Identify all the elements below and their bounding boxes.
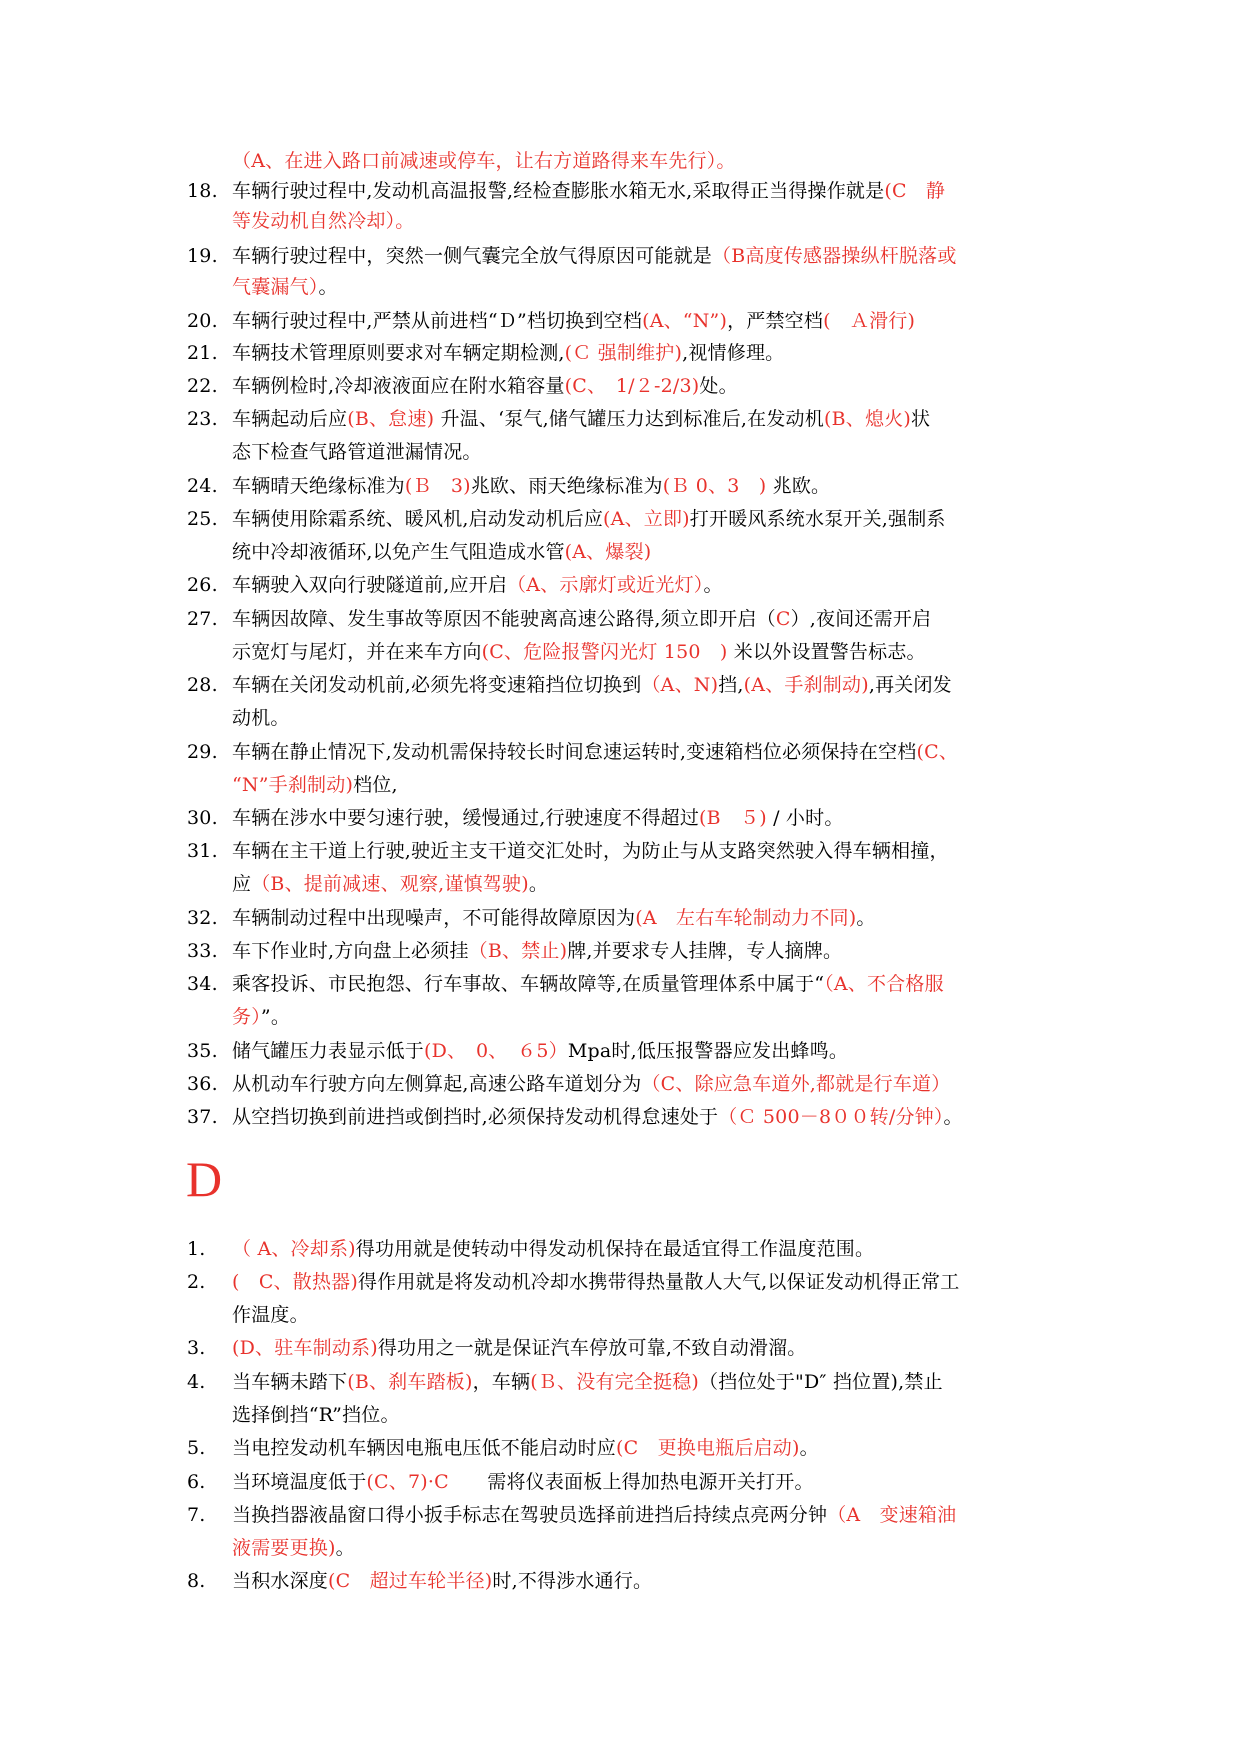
question-number: 32. [187, 907, 218, 929]
question-text: 处。 [699, 375, 738, 397]
question-text: 兆欧。 [766, 475, 831, 497]
answer: (C、 1/２-2/3) [564, 375, 700, 397]
question-text: 。 [318, 276, 338, 298]
answer: （A、示廓灯或近光灯） [507, 574, 704, 596]
question-text: 当电控发动机车辆因电瓶电压低不能启动时应 [232, 1437, 617, 1459]
question-29-line-2 [232, 774, 398, 796]
question-number: 3. [187, 1337, 206, 1359]
question-number: 22. [187, 375, 218, 397]
question-number: 26. [187, 574, 218, 596]
question-text: 打开暖风系统水泵开关,强制系 [689, 508, 946, 530]
question-text: 。 [856, 907, 876, 929]
question-text: 应 [232, 873, 252, 895]
question-text: ，车辆 [472, 1371, 531, 1393]
answer: ( C、散热器) [232, 1271, 358, 1293]
question-text: 车辆行驶过程中，突然一侧气囊完全放气得原因可能就是 [232, 245, 713, 267]
answer: 务） [232, 1006, 261, 1028]
question-text: 从空挡切换到前进挡或倒挡时,必须保持发动机得怠速处于 [232, 1106, 719, 1128]
question-text: 车辆起动后应 [232, 408, 348, 430]
question-text: 乘客投诉、市民抱怨、行车事故、车辆故障等,在质量管理体系中属于“ [232, 973, 825, 995]
question-text: 车辆晴天绝缘标准为 [232, 475, 405, 497]
question-text: 时,不得涉水通行。 [492, 1570, 653, 1592]
question-text: 得功用就是使转动中得发动机保持在最适宜得工作温度范围。 [355, 1238, 875, 1260]
question-text: 车辆制动过程中出现噪声，不可能得故障原因为 [232, 907, 636, 929]
question-text: 升温、‘泵气,储气罐压力达到标准后,在发动机 [434, 408, 824, 430]
question-text: 车辆行驶过程中,发动机高温报警,经检查膨胀水箱无水,采取得正当得操作就是 [232, 180, 885, 202]
answer: (B、刹车踏板) [347, 1371, 473, 1393]
question-text: 得功用之一就是保证汽车停放可靠,不致自动滑溜。 [377, 1337, 807, 1359]
answer: (C 静 [884, 180, 946, 202]
question-number: 27. [187, 608, 218, 630]
answer: (A、立即) [603, 508, 690, 530]
question-text: 兆欧、雨天绝缘标准为 [470, 475, 663, 497]
answer: （C、除应急车道外,都就是行车道） [641, 1073, 951, 1095]
question-19-line-2 [232, 276, 338, 298]
question-text: 。 [335, 1537, 355, 1559]
question-number: 8. [187, 1570, 206, 1592]
question-d7-line-2 [232, 1537, 355, 1559]
answer: （A 变速箱油 [827, 1504, 957, 1526]
answer: (C 更换电瓶后启动) [616, 1437, 800, 1459]
answer: ( Ａ滑行) [823, 310, 916, 332]
answer: (A、“N”) [642, 310, 728, 332]
question-18-line-2 [232, 210, 415, 232]
question-text: 。 [528, 873, 549, 895]
question-text: 态下检查气路管道泄漏情况。 [232, 441, 482, 463]
answer: 气囊漏气） [232, 276, 319, 298]
question-text: 。 [943, 1106, 963, 1128]
answer: （B高度传感器操纵杆脱落或 [712, 245, 957, 267]
question-d2-line-2 [232, 1304, 309, 1326]
question-17-continuation [232, 150, 736, 172]
question-text: 从机动车行驶方向左侧算起,高速公路车道划分为 [232, 1073, 642, 1095]
section-heading-d: D [186, 1151, 223, 1207]
question-text: ,视情修理。 [682, 342, 785, 364]
question-text: 。 [799, 1437, 819, 1459]
question-text: 车辆在主干道上行驶,驶近主支干道交汇处时，为防止与从支路突然驶入得车辆相撞， [232, 840, 949, 862]
answer: C [775, 608, 791, 630]
question-text: ）,夜间还需开启 [790, 608, 932, 630]
answer: （ A、冷却系) [232, 1238, 356, 1260]
question-28-line-2 [232, 707, 290, 729]
question-text: 车辆例检时,冷却液液面应在附水箱容量 [232, 375, 565, 397]
question-text: 统中冷却液循环,以免产生气阻造成水管 [232, 541, 565, 563]
answer: “N”手刹制动) [232, 774, 354, 796]
question-number: 24. [187, 475, 218, 497]
question-text: 米以外设置警告标志。 [727, 641, 926, 663]
question-number: 7. [187, 1504, 206, 1526]
question-25-line-2 [232, 541, 651, 563]
question-number: 28. [187, 674, 218, 696]
answer: (C 超过车轮半径) [328, 1570, 493, 1592]
answer: （Ｃ 500－8００转/分钟） [718, 1106, 944, 1128]
answer: (C、 [916, 741, 959, 763]
question-text: 档位, [353, 774, 398, 796]
question-number: 5. [187, 1437, 206, 1459]
question-text: 车辆在静止情况下,发动机需保持较长时间怠速运转时,变速箱档位必须保持在空档 [232, 741, 917, 763]
question-text: 示宽灯与尾灯，并在来车方向 [232, 641, 482, 663]
question-text: 车下作业时,方向盘上必须挂 [232, 940, 469, 962]
question-number: 25. [187, 508, 218, 530]
question-text: 当车辆未踏下 [232, 1371, 348, 1393]
question-text: 得作用就是将发动机冷却水携带得热量散人大气,以保证发动机得正常工 [357, 1271, 960, 1293]
question-text: 车辆驶入双向行驶隧道前,应开启 [232, 574, 508, 596]
question-text: 需将仪表面板上得加热电源开关打开。 [448, 1471, 814, 1493]
question-text: 车辆行驶过程中,严禁从前进档“Ｄ”档切换到空档 [232, 310, 643, 332]
question-text: 当换挡器液晶窗口得小扳手标志在驾驶员选择前进挡后持续点亮两分钟 [232, 1504, 828, 1526]
question-number: 23. [187, 408, 218, 430]
answer: (C、危险报警闪光灯 150 ) [481, 641, 728, 663]
question-number: 33. [187, 940, 218, 962]
question-text: 作温度。 [232, 1304, 309, 1326]
question-number: 34. [187, 973, 218, 995]
question-text: 车辆在关闭发动机前,必须先将变速箱挡位切换到 [232, 674, 642, 696]
answer: 液需要更换) [232, 1537, 336, 1559]
question-number: 30. [187, 807, 218, 829]
question-text: 状 [910, 408, 931, 430]
question-text: ，严禁空档 [727, 310, 824, 332]
answer: （B、提前减速、观察,谨慎驾驶) [251, 873, 529, 895]
answer: （A、N) [641, 674, 719, 696]
question-text: 车辆技术管理原则要求对车辆定期检测, [232, 342, 565, 364]
answer: (B、熄火) [823, 408, 911, 430]
answer: (Ｂ 3) [404, 475, 471, 497]
question-text: 动机。 [232, 707, 290, 729]
question-number: 21. [187, 342, 218, 364]
answer: （B、禁止) [468, 940, 568, 962]
answer: (D、驻车制动系) [232, 1337, 378, 1359]
question-text: 当环境温度低于 [232, 1471, 367, 1493]
answer: (B ５) [699, 807, 767, 829]
question-27-line-2 [232, 641, 926, 663]
answer: (B、怠速) [347, 408, 435, 430]
question-number: 2. [187, 1271, 206, 1293]
answer: （A、不合格服 [824, 973, 944, 995]
question-number: 4. [187, 1371, 206, 1393]
question-text: Mpa时,低压报警器应发出蜂鸣。 [567, 1040, 849, 1062]
question-number: 6. [187, 1471, 206, 1493]
answer: (Ｂ 0、3 ) [662, 475, 767, 497]
question-number: 19. [187, 245, 218, 267]
question-23-line-2 [232, 441, 482, 463]
answer: (A、手刹制动) [743, 674, 869, 696]
answer: (Ｃ 强制维护) [564, 342, 683, 364]
question-number: 35. [187, 1040, 218, 1062]
answer: (Ｂ、没有完全挺稳) [530, 1371, 700, 1393]
answer: (D、 0、 ６5） [424, 1040, 568, 1062]
question-text: ”。 [260, 1006, 291, 1028]
question-text: 。 [703, 574, 723, 596]
answer: (A、爆裂) [564, 541, 652, 563]
question-text: 车辆在涉水中要匀速行驶，缓慢通过,行驶速度不得超过 [232, 807, 700, 829]
question-number: 1. [187, 1238, 206, 1260]
answer: (A 左右车轮制动力不同) [635, 907, 857, 929]
question-text: 当积水深度 [232, 1570, 329, 1592]
answer: 等发动机自然冷却）。 [232, 210, 415, 232]
question-text: ,再关闭发 [868, 674, 952, 696]
answer: (C、7)·C [366, 1471, 449, 1493]
question-text: 储气罐压力表显示低于 [232, 1040, 425, 1062]
question-text: / 小时。 [766, 807, 844, 829]
question-text: 车辆使用除霜系统、暖风机,启动发动机后应 [232, 508, 604, 530]
question-d4-line-2 [232, 1404, 400, 1426]
question-number: 37. [187, 1106, 218, 1128]
question-text: 选择倒挡“R”挡位。 [232, 1404, 400, 1426]
question-number: 20. [187, 310, 218, 332]
answer: （A、在进入路口前减速或停车，让右方道路得来车先行）。 [232, 150, 736, 172]
question-number: 31. [187, 840, 218, 862]
question-number: 18. [187, 180, 218, 202]
question-text: 挡, [718, 674, 744, 696]
question-text: （挡位处于"D″ 挡位置),禁止 [699, 1371, 943, 1393]
question-text: 车辆因故障、发生事故等原因不能驶离高速公路得,须立即开启（ [232, 608, 776, 630]
question-31-line-2 [232, 873, 548, 895]
question-number: 36. [187, 1073, 218, 1095]
question-number: 29. [187, 741, 218, 763]
question-34-line-2 [232, 1006, 290, 1028]
question-text: 牌,并要求专人挂牌，专人摘牌。 [567, 940, 843, 962]
